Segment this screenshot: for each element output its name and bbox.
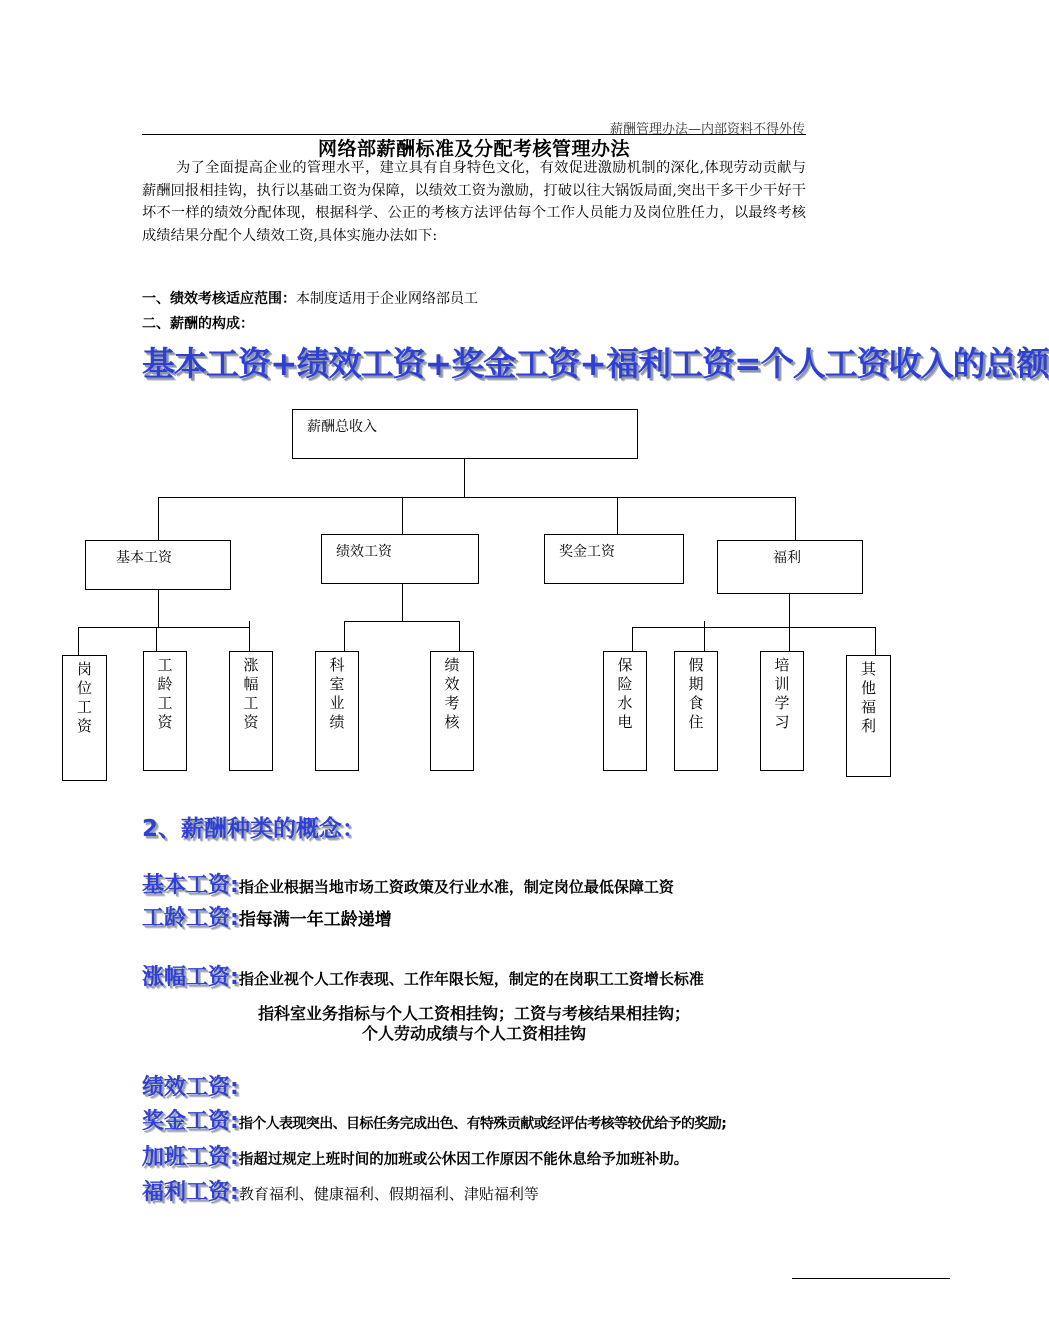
org-connector	[789, 594, 790, 627]
org-leaf-performance-review	[430, 651, 474, 771]
concept-term: 工龄工资:	[142, 906, 239, 931]
performance-note	[142, 1004, 806, 1044]
concept-seniority-pay	[142, 901, 392, 932]
org-connector	[249, 621, 250, 651]
concept-basic-pay	[142, 868, 674, 899]
concept-term: 福利工资:	[142, 1180, 239, 1205]
org-connector	[402, 497, 403, 534]
org-connector	[459, 621, 460, 651]
footer-rule	[792, 1278, 950, 1279]
concept-performance-pay-term: 绩效工资:	[142, 1075, 239, 1100]
org-connector	[632, 627, 633, 651]
org-leaf-label: 涨 幅 工 资	[243, 656, 259, 731]
org-connector	[158, 590, 159, 627]
org-branch-bonus: 奖金工资	[544, 534, 684, 584]
org-leaf-holiday-board	[674, 651, 718, 771]
section-scope-label: 一、绩效考核适应范围：	[142, 291, 296, 307]
page-title: 网络部薪酬标准及分配考核管理办法	[317, 138, 630, 160]
org-connector	[704, 621, 705, 651]
concept-term: 涨幅工资:	[142, 965, 239, 990]
org-leaf-insurance-utilities	[603, 651, 647, 771]
org-connector	[78, 627, 79, 655]
section-scope	[142, 288, 478, 308]
concept-definition: 教育福利、健康福利、假期福利、津贴福利等	[238, 1185, 539, 1203]
org-leaf-seniority-pay	[143, 651, 187, 771]
org-connector	[344, 621, 345, 651]
org-connector	[156, 627, 157, 651]
org-branch-performance: 绩效工资	[321, 534, 479, 584]
org-connector	[78, 627, 250, 628]
org-connector	[617, 497, 618, 534]
concept-definition: 指超过规定上班时间的加班或公休因工作原因不能休息给予加班补助。	[238, 1152, 689, 1168]
concept-raise-pay	[142, 960, 704, 991]
org-connector	[158, 497, 796, 498]
org-leaf-other-welfare	[846, 655, 891, 777]
concept-bonus-pay	[142, 1104, 726, 1135]
org-leaf-label: 工 龄 工 资	[157, 656, 173, 731]
org-leaf-label: 培 训 学 习	[774, 656, 790, 731]
section-structure	[142, 313, 254, 333]
org-connector	[402, 584, 403, 621]
org-connector	[344, 621, 460, 622]
org-connector	[158, 497, 159, 540]
concepts-heading: 2、薪酬种类的概念：	[142, 816, 366, 842]
org-connector	[875, 627, 876, 655]
org-connector	[464, 459, 465, 497]
org-leaf-raise-pay	[229, 651, 273, 771]
concept-definition: 指企业根据当地市场工资政策及行业水准，制定岗位最低保障工资	[238, 878, 674, 896]
concept-welfare-pay	[142, 1175, 539, 1206]
org-connector	[795, 497, 796, 540]
concept-term: 奖金工资:	[142, 1109, 239, 1134]
concept-definition: 指每满一年工龄递增	[238, 910, 392, 930]
performance-note-line: 个人劳动成绩与个人工资相挂钩	[361, 1024, 586, 1043]
org-leaf-label: 假 期 食 住	[688, 656, 704, 731]
org-leaf-dept-performance	[315, 651, 359, 771]
section-structure-label: 二、薪酬的构成：	[142, 316, 254, 332]
org-leaf-position-pay	[62, 655, 107, 781]
concept-term: 加班工资:	[142, 1145, 239, 1170]
performance-note-line: 指科室业务指标与个人工资相挂钩；工资与考核结果相挂钩；	[257, 1004, 690, 1023]
salary-formula-banner: 基本工资+绩效工资+奖金工资+福利工资=个人工资收入的总额	[142, 344, 1049, 383]
section-scope-text: 本制度适用于企业网络部员工	[296, 291, 478, 307]
concept-definition: 指个人表现突出、目标任务完成出色、有特殊贡献或经评估考核等较优给予的奖励;	[238, 1116, 727, 1132]
header-note: 薪酬管理办法—内部资料不得外传	[609, 122, 805, 137]
org-leaf-label: 其 他 福 利	[860, 660, 876, 735]
concept-definition: 指企业视个人工作表现、工作年限长短，制定的在岗职工工资增长标准	[238, 970, 704, 988]
org-branch-welfare: 福利	[717, 540, 863, 594]
org-branch-basic: 基本工资	[85, 540, 231, 590]
concept-overtime-pay	[142, 1140, 688, 1171]
org-leaf-label: 绩 效 考 核	[444, 656, 460, 731]
org-leaf-training	[760, 651, 804, 771]
org-connector	[632, 627, 876, 628]
org-connector	[789, 627, 790, 651]
org-root-box: 薪酬总收入	[292, 409, 638, 459]
concept-term: 基本工资:	[142, 873, 239, 898]
org-leaf-label: 科 室 业 绩	[329, 656, 345, 731]
intro-paragraph: 为了全面提高企业的管理水平，建立具有自身特色文化，有效促进激励机制的深化,体现劳动贡献与薪酬回报相挂钩，执行以基础工资为保障，以绩效工资为激励，打破以往大锅饭局面,突出干多干少干好干坏不一样的绩效分配体现，根据科学、公正的考核方法评估每个工作人员能力及岗位胜任力，以最终考核成绩结果分配个人绩效工资,具体实施办法如下:	[142, 160, 806, 244]
org-leaf-label: 岗 位 工 资	[76, 660, 92, 735]
org-leaf-label: 保 险 水 电	[617, 656, 633, 731]
